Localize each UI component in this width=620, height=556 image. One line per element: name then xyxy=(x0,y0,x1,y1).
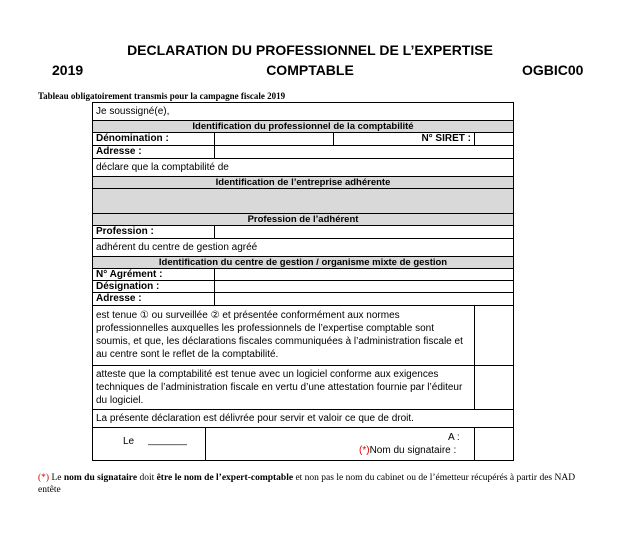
footer-part2: nom du signataire xyxy=(63,473,138,483)
section-profession: Profession de l’adhérent xyxy=(92,213,514,226)
footer-note xyxy=(38,472,594,496)
campaign-note: Tableau obligatoirement transmis pour la campagne fiscale 2019 xyxy=(38,91,286,101)
siret-field[interactable] xyxy=(474,132,514,146)
footer-part1: Le xyxy=(49,473,64,483)
profession-label: Profession : xyxy=(96,226,154,237)
profession-field[interactable] xyxy=(214,225,514,239)
signataire-label-wrap xyxy=(359,444,456,457)
siret-label: N° SIRET : xyxy=(421,133,471,144)
le-label: Le xyxy=(123,436,135,447)
section-entreprise: Identification de l’entreprise adhérente xyxy=(92,176,514,189)
footer-part3: doit xyxy=(137,473,157,483)
form-title-line2: COMPTABLE xyxy=(266,62,354,78)
signataire-asterisk: (*) xyxy=(359,445,370,456)
delivree-text: La présente déclaration est délivrée pour servir et valoir ce que de droit. xyxy=(96,413,414,424)
section-professionnel: Identification du professionnel de la comptabilité xyxy=(92,120,514,133)
declare-text: déclare que la comptabilité de xyxy=(96,162,229,173)
adresse-field[interactable] xyxy=(214,145,514,159)
signataire-label: Nom du signataire : xyxy=(369,445,457,456)
footer-part5: et non pas le nom du cabinet ou de l’émetteur récupérés à partir des NAD entête xyxy=(38,473,576,495)
adresse2-field[interactable] xyxy=(214,292,514,306)
adresse2-label: Adresse : xyxy=(96,293,142,304)
denomination-field[interactable] xyxy=(214,132,334,146)
section-centre: Identification du centre de gestion / organisme mixte de gestion xyxy=(92,256,514,269)
a-label: A : xyxy=(448,432,460,443)
tenue-checkbox[interactable] xyxy=(474,305,514,366)
date-blank: _______ xyxy=(148,435,187,446)
adherent-text: adhérent du centre de gestion agréé xyxy=(96,242,258,253)
logiciel-text: atteste que la comptabilité est tenue avec un logiciel conforme aux exigences techniques de l’administration fiscale en vertu d’une attestation fournie par l’éditeur du logiciel. xyxy=(96,369,463,406)
tenue-text: est tenue ① ou surveillée ② et présentée conformément aux normes professionnelles auxquelles les professionnels de l’expertise comptable sont soumis, et que, les déclarations fiscales communiquées à l’administration fiscale et au centre sont le reflet de la comptabilité. xyxy=(96,310,463,360)
adresse-label: Adresse : xyxy=(96,146,142,157)
form-year: 2019 xyxy=(52,62,84,78)
footer-asterisk: (*) xyxy=(38,473,50,483)
agrement-label: N° Agrément : xyxy=(96,269,163,280)
footer-part4: être le nom de l’expert-comptable xyxy=(156,473,294,483)
form-code: OGBIC00 xyxy=(522,62,584,78)
designation-label: Désignation : xyxy=(96,281,160,292)
denomination-label: Dénomination : xyxy=(96,133,169,144)
soussigne-text: Je soussigné(e), xyxy=(96,106,170,117)
entreprise-field[interactable] xyxy=(92,188,514,214)
form-title-line1: DECLARATION DU PROFESSIONNEL DE L’EXPERTISE xyxy=(127,42,493,58)
signature-box[interactable] xyxy=(474,427,514,461)
logiciel-checkbox[interactable] xyxy=(474,365,514,410)
